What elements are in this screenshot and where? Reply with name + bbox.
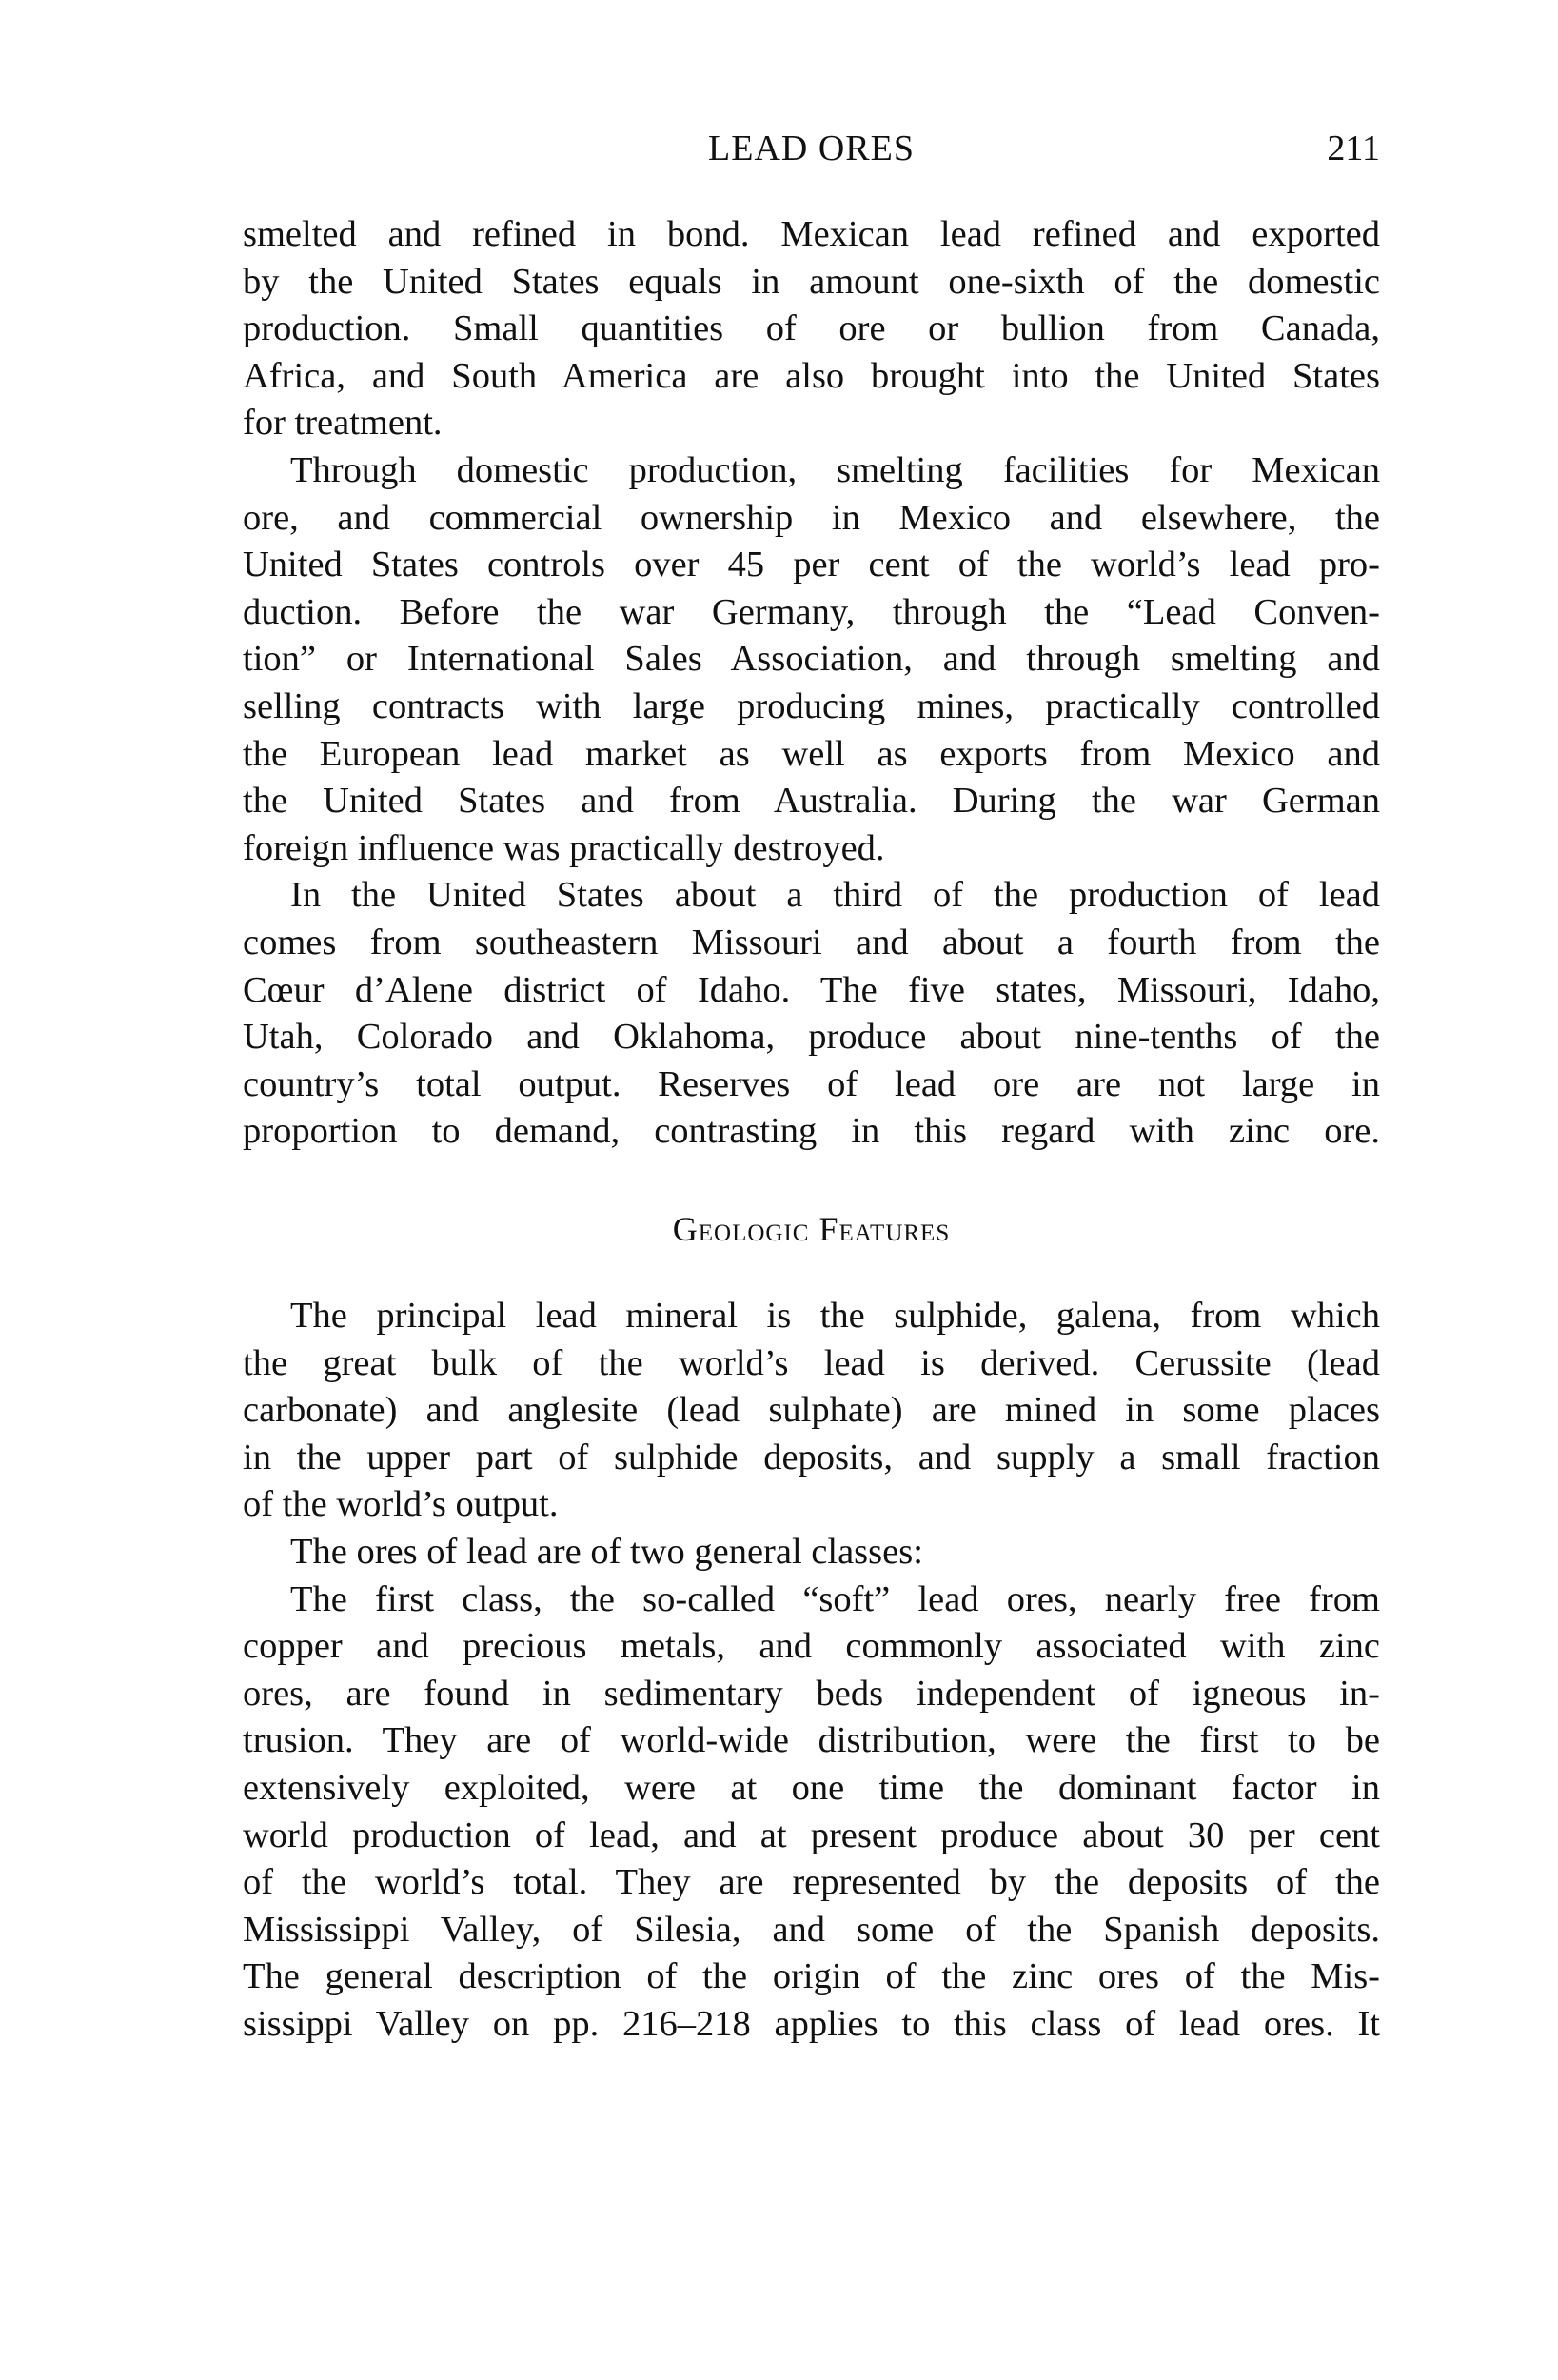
text-line: The first class, the so-called “soft” lead ores, nearly free from [290,1578,1380,1619]
text-line: The principal lead mineral is the sulphide, galena, from which [290,1296,1380,1336]
running-head [243,122,1380,175]
text-line: by the United States equals in amount one-sixth of the domestic [243,261,1380,302]
text-line: foreign influence was practically destroyed. [243,827,885,868]
section-heading: Geologic Features [672,1210,951,1248]
text-line: United States controls over 45 per cent of the world’s lead pro- [243,545,1380,585]
text-line: the European lead market as well as exports from Mexico and [243,733,1380,774]
text-line: production. Small quantities of ore or bullion from Canada, [243,308,1380,349]
text-line: selling contracts with large producing mines, practically controlled [243,686,1380,726]
text-line: of the world’s total. They are represented by the deposits of the [243,1862,1380,1903]
text-line: Africa, and South America are also brought into the United States [243,355,1380,396]
text-line: comes from southeastern Missouri and about a fourth from the [243,922,1380,962]
text-line: In the United States about a third of the production of lead [290,875,1380,916]
text-line: carbonate) and anglesite (lead sulphate) are mined in some places [243,1390,1380,1431]
text-line: trusion. They are of world-wide distribution, were the first to be [243,1720,1380,1761]
text-line: ores, are found in sedimentary beds independent of igneous in- [243,1673,1380,1714]
text-line: smelted and refined in bond. Mexican lead refined and exported [243,214,1380,254]
text-line: the great bulk of the world’s lead is derived. Cerussite (lead [243,1342,1380,1383]
text-line: The ores of lead are of two general classes: [290,1532,923,1572]
text-line: extensively exploited, were at one time the dominant factor in [243,1768,1380,1808]
text-line: of the world’s output. [243,1484,559,1525]
text-line: Utah, Colorado and Oklahoma, produce about nine-tenths of the [243,1017,1380,1058]
text-line: Through domestic production, smelting facilities for Mexican [290,450,1380,490]
text-line: copper and precious metals, and commonly associated with zinc [243,1626,1380,1667]
running-title: LEAD ORES [708,129,915,169]
page-number: 211 [1327,129,1380,169]
text-line: Mississippi Valley, of Silesia, and some of the Spanish deposits. [243,1909,1380,1950]
text-line: duction. Before the war Germany, through the “Lead Conven- [243,591,1380,632]
text-line: proportion to demand, contrasting in this regard with zinc ore. [243,1111,1380,1152]
text-line: Cœur d’Alene district of Idaho. The five states, Missouri, Idaho, [243,969,1380,1010]
text-line: tion” or International Sales Association, and through smelting and [243,639,1380,680]
text-line: world production of lead, and at present produce about 30 per cent [243,1815,1380,1855]
text-line: for treatment. [243,403,443,444]
text-line: in the upper part of sulphide deposits, and supply a small fraction [243,1437,1380,1478]
text-line: the United States and from Australia. During the war German [243,781,1380,822]
text-line: The general description of the origin of the zinc ores of the Mis- [243,1956,1380,1997]
text-line: country’s total output. Reserves of lead ore are not large in [243,1063,1380,1104]
text-line: ore, and commercial ownership in Mexico and elsewhere, the [243,497,1380,538]
text-line: sissippi Valley on pp. 216–218 applies to this class of lead ores. It [243,2004,1380,2044]
